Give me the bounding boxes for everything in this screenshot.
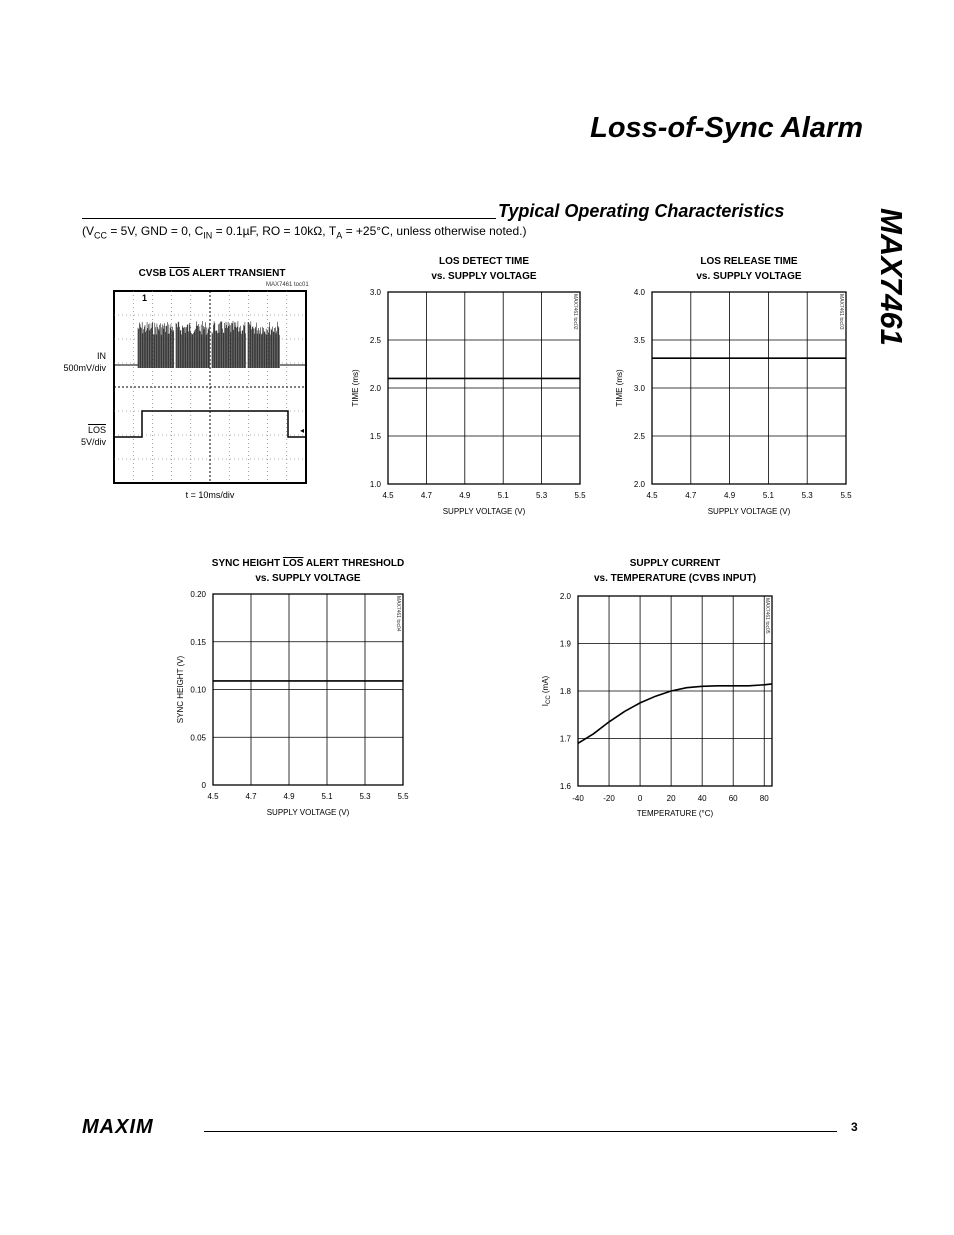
chart-sync-height xyxy=(165,554,420,834)
chart-ytick-label: 4.0 xyxy=(633,288,645,297)
svg-text:MAXIM: MAXIM xyxy=(82,1116,154,1138)
chart-ytick-label: 1.8 xyxy=(559,687,571,696)
chart-xtick-label: 4.9 xyxy=(283,792,295,801)
chart-ytick-label: 2.5 xyxy=(369,336,381,345)
chart-xtick-label: 4.5 xyxy=(646,491,658,500)
chart-los-release xyxy=(615,252,868,532)
chart-title-part: ALERT THRESHOLD xyxy=(303,558,405,569)
maxim-logo-mark xyxy=(82,1116,194,1136)
chart-subtitle: vs. SUPPLY VOLTAGE xyxy=(696,271,802,282)
chart-xtick-label: 5.5 xyxy=(840,491,852,500)
scope-ch1-marker: 1 xyxy=(142,293,148,303)
chart-subtitle: vs. TEMPERATURE (CVBS INPUT) xyxy=(593,573,757,584)
chart-xlabel: TEMPERATURE (°C) xyxy=(636,809,714,818)
scope-figure-code: MAX7461 toc01 xyxy=(266,282,309,288)
chart-figure-code: MAX7461 toc02 xyxy=(572,294,578,330)
chart-xtick-label: 4.5 xyxy=(382,491,394,500)
chart-ytick-label: 0 xyxy=(201,781,206,790)
chart-xlabel: SUPPLY VOLTAGE (V) xyxy=(707,507,791,516)
chart-supply-current xyxy=(530,554,785,838)
chart-xtick-label: 4.5 xyxy=(207,792,219,801)
chart-ylabel: TIME (ms) xyxy=(351,369,360,407)
chart-ytick-label: 1.0 xyxy=(369,480,381,489)
chart-ylabel-sub: CC xyxy=(546,695,552,704)
chart-figure-code: MAX7461 toc03 xyxy=(838,294,844,330)
chart-title-part: SYNC HEIGHT xyxy=(211,558,283,569)
chart-xtick-label: 5.1 xyxy=(762,491,774,500)
chart-ytick-label: 1.7 xyxy=(559,734,571,744)
chart-xtick-label: 20 xyxy=(666,794,676,803)
chart-ytick-label: 3.0 xyxy=(369,288,381,297)
chart-xtick-label: 5.5 xyxy=(574,491,586,500)
chart-ytick-label: 3.0 xyxy=(633,384,645,393)
chart-title: LOS RELEASE TIME xyxy=(700,256,798,267)
chart-xtick-label: 4.7 xyxy=(420,491,432,500)
chart-title: LOS DETECT TIME xyxy=(439,256,529,267)
chart-xtick-label: 60 xyxy=(728,794,738,803)
page-number: 3 xyxy=(851,1120,858,1134)
chart-ylabel: TIME (ms) xyxy=(615,369,624,407)
chart-ytick-label: 0.15 xyxy=(190,637,206,647)
chart-figure-code: MAX7461 toc04 xyxy=(395,596,401,632)
chart-title: SUPPLY CURRENT xyxy=(629,558,721,569)
part-number-vertical: MAX7461 xyxy=(874,208,909,346)
section-title: Typical Operating Characteristics xyxy=(498,201,785,221)
chart-ytick-label: 1.6 xyxy=(559,782,571,791)
test-conditions: ($V_{CC} = 5V$, GND = 0, $C_{IN} = 0.1\mu F$, RO = 10kΩ, $T_A = +25^\circ C$, unless otherwise noted.) xyxy=(82,224,527,241)
chart-xtick-label: 5.3 xyxy=(359,792,371,801)
chart-xtick-label: 40 xyxy=(697,794,707,803)
maxim-logo xyxy=(82,1116,194,1141)
chart-los-detect xyxy=(352,252,602,532)
chart-ylabel xyxy=(541,675,552,706)
chart-xtick-label: 4.7 xyxy=(685,491,697,500)
chart-ytick-label: 1.5 xyxy=(369,432,381,441)
chart-xlabel: SUPPLY VOLTAGE (V) xyxy=(266,808,350,817)
chart-ytick-label: 0.05 xyxy=(190,733,206,743)
chart-ylabel-main: I xyxy=(541,704,550,707)
chart-ytick-label: 2.0 xyxy=(633,480,645,489)
scope-screen xyxy=(112,289,308,485)
chart-xtick-label: -20 xyxy=(603,794,615,803)
chart-ytick-label: 3.5 xyxy=(633,336,645,345)
scope-time-scale: t = 10ms/div xyxy=(185,490,235,500)
chart-title-los: LOS xyxy=(282,558,304,569)
chart-figure-code: MAX7461 toc05 xyxy=(764,598,770,634)
chart-ytick-label: 1.9 xyxy=(559,639,571,649)
chart-subtitle: vs. SUPPLY VOLTAGE xyxy=(255,573,361,584)
chart-ytick-label: 2.5 xyxy=(633,432,645,441)
chart-xtick-label: 5.1 xyxy=(321,792,333,801)
chart-xtick-label: 4.9 xyxy=(459,491,471,500)
chart-ylabel-unit: (mA) xyxy=(541,675,550,696)
chart-xtick-label: 0 xyxy=(637,794,643,803)
chart-series-line xyxy=(578,684,772,743)
chart-xtick-label: 4.9 xyxy=(724,491,736,500)
chart-ytick-label: 2.0 xyxy=(559,592,571,601)
scope-ch2-marker: ◂ xyxy=(300,426,305,435)
chart-xtick-label: 5.3 xyxy=(801,491,813,500)
chart-ytick-label: 0.10 xyxy=(190,685,206,695)
chart-title xyxy=(212,558,404,569)
footer-rule xyxy=(204,1131,837,1132)
page-title: Loss-of-Sync Alarm xyxy=(590,112,863,144)
chart-ytick-label: 2.0 xyxy=(369,384,381,393)
chart-xtick-label: 5.1 xyxy=(497,491,509,500)
chart-ytick-label: 0.20 xyxy=(190,590,206,599)
section-rule xyxy=(82,218,496,219)
chart-xlabel: SUPPLY VOLTAGE (V) xyxy=(442,507,526,516)
chart-subtitle: vs. SUPPLY VOLTAGE xyxy=(431,271,537,282)
scope-title: CVSB $\overline{LOS}$ ALERT TRANSIENT xyxy=(138,268,286,279)
scope-ch2-label: $\overline{LOS}$ 5V/div xyxy=(80,425,106,447)
chart-ylabel: SYNC HEIGHT (V) xyxy=(176,655,185,724)
chart-xtick-label: 4.7 xyxy=(245,792,257,801)
scope-ch1-label: IN 500mV/div xyxy=(63,351,106,373)
chart-xtick-label: 80 xyxy=(759,794,769,803)
chart-xtick-label: 5.5 xyxy=(397,792,409,801)
chart-xtick-label: 5.3 xyxy=(536,491,548,500)
chart-xtick-label: -40 xyxy=(572,794,584,803)
